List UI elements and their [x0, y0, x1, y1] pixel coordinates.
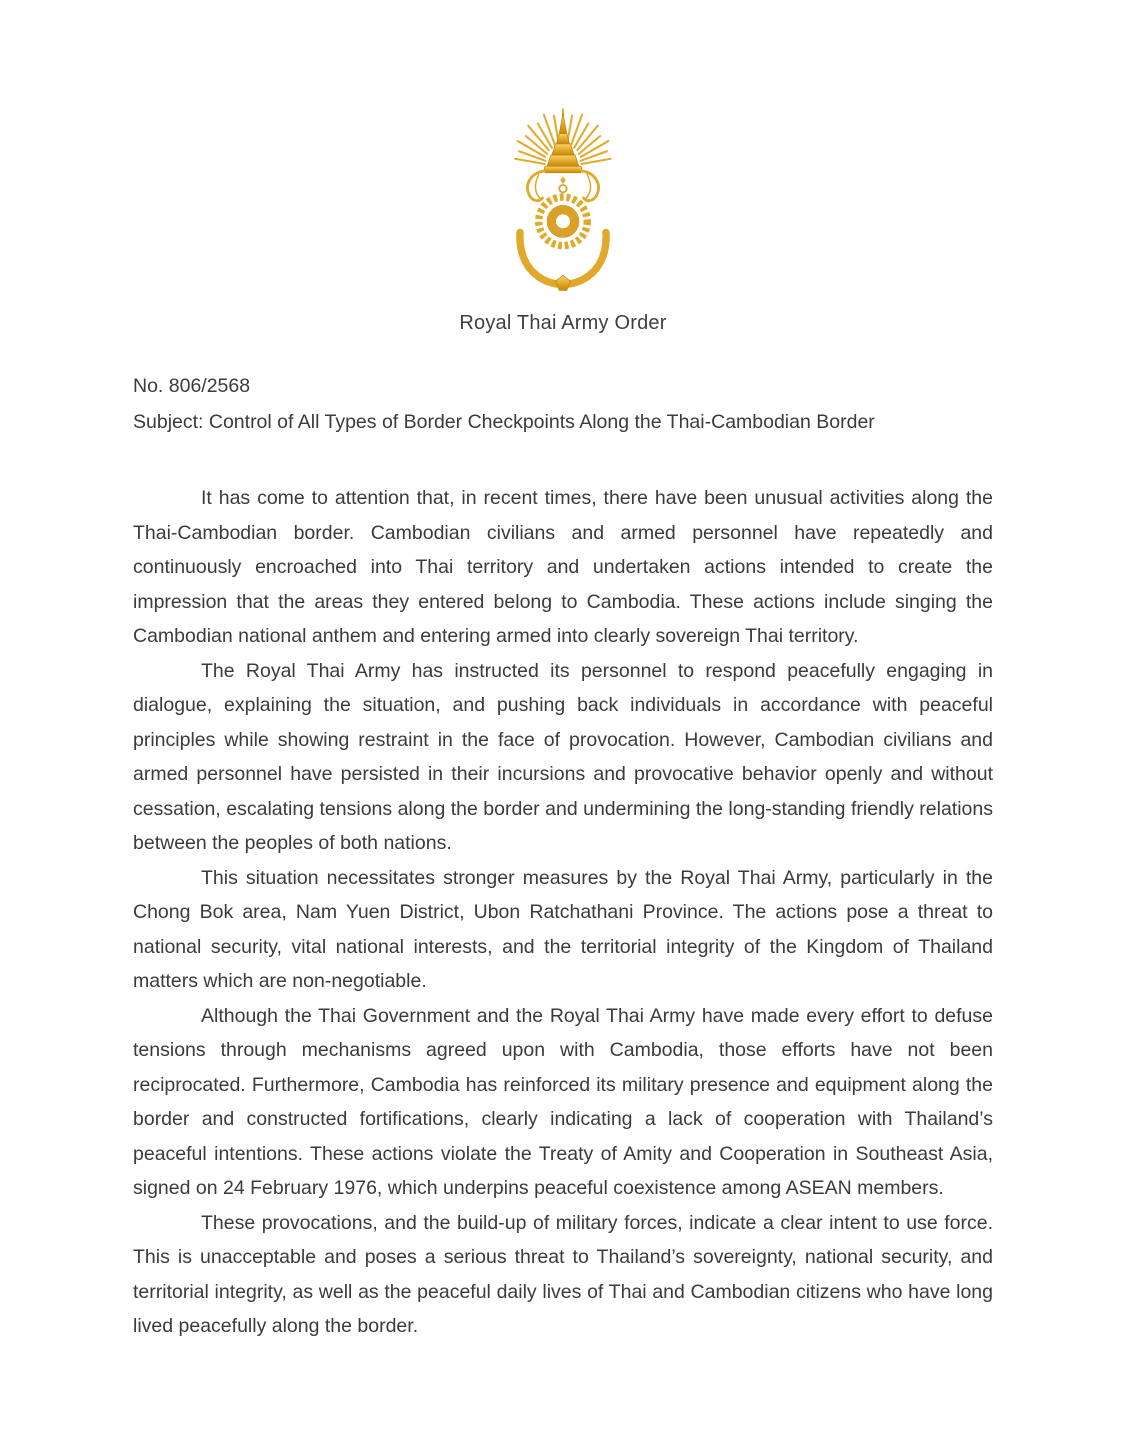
paragraph-3: This situation necessitates stronger measures by the Royal Thai Army, particularly in the Chong Bok area, Nam Yuen District, Ubon Ratchathani Province. The actions pose a threat to national security, vital national interests, and the territorial integrity of the Kingdom of Thailand matters which are non-negotiable.: [133, 866, 993, 992]
paragraph-5: These provocations, and the build-up of military forces, indicate a clear intent to use force. This is unacceptable and poses a serious threat to Thailand’s sovereignty, national security, and territorial integrity, as well as the peaceful daily lives of Thai and Cambodian citizens who have long lived peacefully along the border.: [133, 1211, 993, 1337]
document-body: [133, 481, 993, 1344]
paragraph-1: It has come to attention that, in recent times, there have been unusual activities along the Thai-Cambodian border. Cambodian civilians and armed personnel have repeatedly and continuously encroached into Thai territory and undertaken actions intended to create the impression that the areas they entered belong to Cambodia. These actions include singing the Cambodian national anthem and entering armed into clearly sovereign Thai territory.: [133, 487, 993, 647]
subject-line: Subject: Control of All Types of Border Checkpoints Along the Thai-Cambodian Border: [133, 411, 875, 433]
royal-thai-army-emblem: [133, 100, 993, 296]
crest-wreath-ring: [539, 197, 588, 246]
army-crest-icon: [493, 100, 633, 296]
crest-laurel: [520, 233, 606, 291]
paragraph-2: The Royal Thai Army has instructed its personnel to respond peacefully engaging in dialogue, explaining the situation, and pushing back individuals in accordance with peaceful principles while showing restraint in the face of provocation. However, Cambodian civilians and armed personnel have persisted in their incursions and provocative behavior openly and without cessation, escalating tensions along the border and undermining the long-standing friendly relations between the peoples of both nations.: [133, 659, 993, 854]
order-number: No. 806/2568: [133, 375, 251, 397]
crest-ornament: [559, 177, 566, 193]
document-title: Royal Thai Army Order: [459, 312, 667, 334]
paragraph-4: Although the Thai Government and the Royal Thai Army have made every effort to defuse tensions through mechanisms agreed upon with Cambodia, those efforts have not been reciprocated. Furthermore, Cambodia has reinforced its military presence and equipment along the border and constructed fortifications, clearly indicating a lack of cooperation with Thailand’s peaceful intentions. These actions violate the Treaty of Amity and Cooperation in Southeast Asia, signed on 24 February 1976, which underpins peaceful coexistence among ASEAN members.: [133, 1004, 993, 1199]
